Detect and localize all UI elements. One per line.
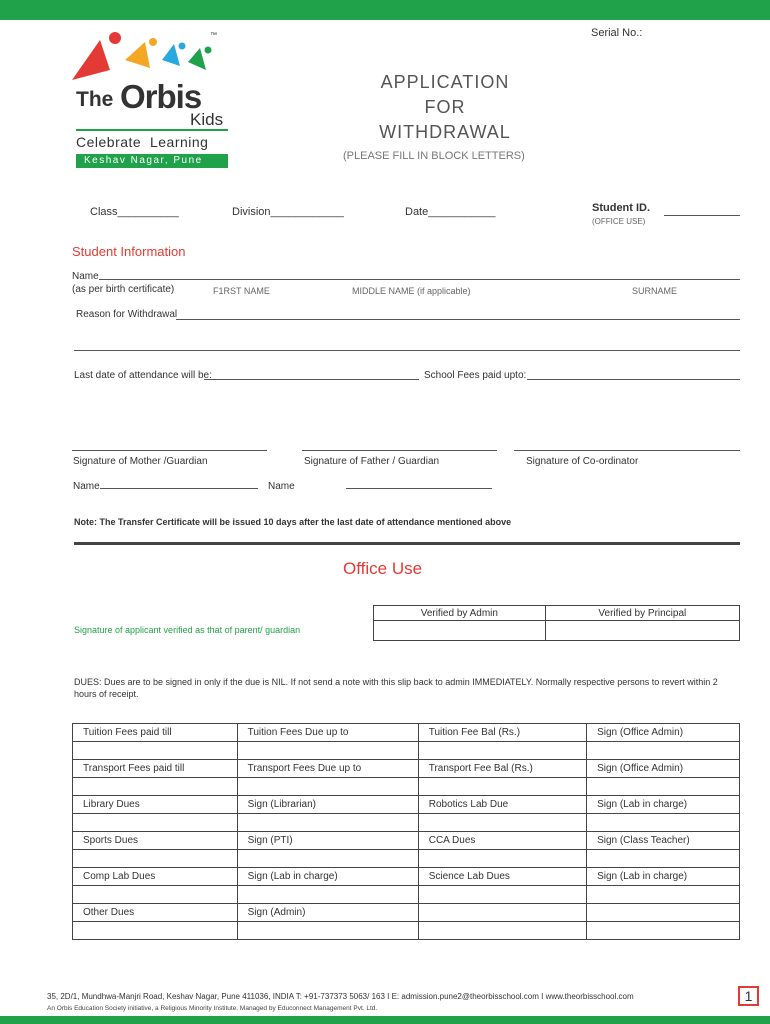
serial-number-label: Serial No.:	[591, 27, 643, 39]
dues-entry-cell[interactable]	[418, 850, 586, 868]
father-name-field[interactable]	[346, 488, 492, 489]
name-label: Name	[72, 271, 99, 282]
dues-label-cell	[587, 904, 740, 922]
dues-table-entry-row	[73, 778, 740, 796]
dues-table-entry-row	[73, 886, 740, 904]
form-title-line-1: APPLICATION	[380, 72, 510, 92]
logo-orbis: Orbis	[120, 78, 202, 115]
logo-tagline: Celebrate Learning	[76, 134, 209, 150]
dues-entry-cell[interactable]	[587, 742, 740, 760]
dues-entry-cell[interactable]	[587, 850, 740, 868]
student-id-label: Student ID.	[592, 202, 651, 214]
dues-entry-cell[interactable]	[418, 922, 586, 940]
dues-label-cell: Tuition Fees Due up to	[237, 724, 418, 742]
dues-entry-cell[interactable]	[73, 778, 238, 796]
dues-table-label-row	[73, 796, 740, 814]
dues-label-cell: Sign (PTI)	[237, 832, 418, 850]
dues-table-label-row	[73, 760, 740, 778]
bottom-brand-bar	[0, 1016, 770, 1024]
mother-signature-label: Signature of Mother /Guardian	[73, 456, 208, 467]
dues-entry-cell[interactable]	[418, 814, 586, 832]
dues-label-cell: Robotics Lab Due	[418, 796, 586, 814]
applicant-signature-note: Signature of applicant verified as that of parent/ guardian	[74, 625, 301, 635]
dues-table	[72, 723, 740, 940]
dues-label-cell: Sign (Office Admin)	[587, 760, 740, 778]
admin-verification-cell[interactable]	[374, 621, 546, 641]
dues-entry-cell[interactable]	[587, 922, 740, 940]
dues-entry-cell[interactable]	[237, 850, 418, 868]
middle-name-caption: MIDDLE NAME (if applicable)	[352, 286, 471, 296]
form-title	[340, 70, 550, 145]
father-signature-label: Signature of Father / Guardian	[304, 456, 440, 467]
mother-name-field[interactable]	[100, 488, 258, 489]
logo-kids: Kids	[190, 110, 224, 129]
dues-entry-cell[interactable]	[73, 850, 238, 868]
dues-entry-cell[interactable]	[73, 922, 238, 940]
dues-label-cell: Other Dues	[73, 904, 238, 922]
form-subtitle: (PLEASE FILL IN BLOCK LETTERS)	[343, 150, 525, 162]
student-id-field[interactable]	[664, 215, 740, 216]
dues-entry-cell[interactable]	[418, 742, 586, 760]
reason-label: Reason for Withdrawal	[76, 309, 178, 320]
dues-label-cell: Sign (Lab in charge)	[587, 868, 740, 886]
dues-label-cell	[418, 904, 586, 922]
school-logo	[70, 30, 230, 170]
dues-entry-cell[interactable]	[237, 742, 418, 760]
dues-entry-cell[interactable]	[237, 778, 418, 796]
transfer-certificate-note: Note: The Transfer Certificate will be issued 10 days after the last date of attendance mentioned above	[74, 517, 512, 527]
dues-entry-cell[interactable]	[73, 742, 238, 760]
dues-table-entry-row	[73, 742, 740, 760]
last-date-label: Last date of attendance will be:	[74, 370, 212, 381]
dues-table-label-row	[73, 724, 740, 742]
page-number: 1	[744, 988, 753, 1004]
mother-name-label: Name	[73, 481, 100, 492]
dues-entry-cell[interactable]	[587, 814, 740, 832]
dues-label-cell: Comp Lab Dues	[73, 868, 238, 886]
footer-address: 35, 2D/1, Mundhwa-Manjri Road, Keshav Nagar, Pune 411036, INDIA T: +91-737373 5063/ 163 I E: admission.pune2@theorbisschool.com I www.theorbisschool.com	[47, 992, 634, 1001]
logo-location: Keshav Nagar, Pune	[84, 155, 203, 166]
dues-label-cell: Transport Fees Due up to	[237, 760, 418, 778]
footer-initiative: An Orbis Education Society initiative, a Religious Minority Institute. Managed by Educonnect Management Pvt. Ltd.	[47, 1005, 378, 1012]
logo-the: The	[76, 88, 114, 111]
dues-table-label-row	[73, 868, 740, 886]
office-use-note: (OFFICE USE)	[592, 217, 646, 226]
surname-caption: SURNAME	[632, 286, 678, 296]
reason-field-line-1[interactable]	[176, 319, 740, 320]
dues-instructions: DUES: Dues are to be signed in only if the due is NIL. If not send a note with this slip back to admin IMMEDIATELY. Normally respective persons to revert within 2 hours of receipt.	[74, 677, 718, 699]
father-name-label: Name	[268, 481, 295, 492]
dues-entry-cell[interactable]	[237, 814, 418, 832]
dues-table-label-row	[73, 832, 740, 850]
page-number-box	[738, 986, 759, 1006]
dues-label-cell: Library Dues	[73, 796, 238, 814]
father-signature-field[interactable]	[302, 450, 497, 451]
student-info-heading: Student Information	[72, 244, 186, 259]
dues-label-cell: Tuition Fee Bal (Rs.)	[418, 724, 586, 742]
last-date-field[interactable]	[204, 379, 419, 380]
birth-cert-note: (as per birth certificate)	[72, 284, 175, 295]
dues-table-entry-row	[73, 922, 740, 940]
student-name-field[interactable]	[99, 279, 740, 280]
first-name-caption: F1RST NAME	[213, 286, 270, 296]
fees-paid-label: School Fees paid upto:	[424, 370, 527, 381]
verification-table	[373, 605, 740, 641]
dues-entry-cell[interactable]	[73, 886, 238, 904]
dues-table-label-row	[73, 904, 740, 922]
logo-divider	[76, 129, 228, 131]
dues-label-cell: Transport Fees paid till	[73, 760, 238, 778]
fees-paid-field[interactable]	[527, 379, 740, 380]
dues-label-cell: Science Lab Dues	[418, 868, 586, 886]
division-field[interactable]: Division____________	[232, 206, 344, 218]
dues-entry-cell[interactable]	[418, 886, 586, 904]
verified-principal-header: Verified by Principal	[545, 606, 739, 621]
principal-verification-cell[interactable]	[545, 621, 739, 641]
class-field[interactable]: Class__________	[90, 206, 179, 218]
dues-entry-cell[interactable]	[418, 778, 586, 796]
top-brand-bar	[0, 0, 770, 20]
dues-label-cell: Sign (Office Admin)	[587, 724, 740, 742]
dues-label-cell: Transport Fee Bal (Rs.)	[418, 760, 586, 778]
logo-tm: ™	[210, 32, 217, 39]
dues-entry-cell[interactable]	[237, 922, 418, 940]
dues-entry-cell[interactable]	[587, 778, 740, 796]
dues-label-cell: Tuition Fees paid till	[73, 724, 238, 742]
form-title-line-3: WITHDRAWAL	[379, 122, 511, 142]
dues-entry-cell[interactable]	[237, 886, 418, 904]
verified-admin-header: Verified by Admin	[374, 606, 546, 621]
reason-field-line-2[interactable]	[74, 350, 740, 351]
date-field[interactable]: Date___________	[405, 206, 496, 218]
coordinator-signature-field[interactable]	[514, 450, 740, 451]
form-title-line-2: FOR	[424, 97, 466, 117]
coordinator-signature-label: Signature of Co-ordinator	[526, 456, 639, 467]
dues-label-cell: Sign (Lab in charge)	[587, 796, 740, 814]
dues-label-cell: Sign (Librarian)	[237, 796, 418, 814]
mother-signature-field[interactable]	[72, 450, 267, 451]
section-divider	[74, 542, 740, 545]
dues-table-entry-row	[73, 814, 740, 832]
dues-table-entry-row	[73, 850, 740, 868]
dues-label-cell: Sports Dues	[73, 832, 238, 850]
office-use-heading: Office Use	[343, 559, 423, 578]
dues-label-cell: Sign (Class Teacher)	[587, 832, 740, 850]
dues-entry-cell[interactable]	[73, 814, 238, 832]
dues-label-cell: Sign (Admin)	[237, 904, 418, 922]
dues-entry-cell[interactable]	[587, 886, 740, 904]
dues-label-cell: Sign (Lab in charge)	[237, 868, 418, 886]
dues-label-cell: CCA Dues	[418, 832, 586, 850]
